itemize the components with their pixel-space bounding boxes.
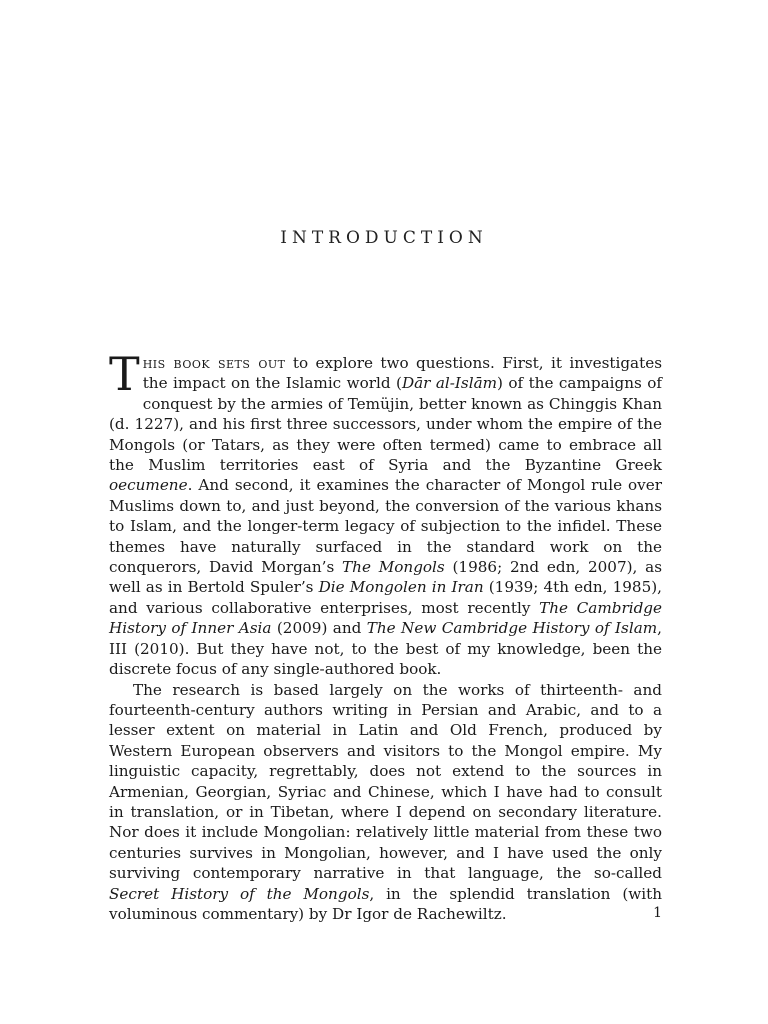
book-title: The Mongols <box>342 558 445 577</box>
text-run: (2009) and <box>271 619 367 638</box>
text-run: (1939; 4th edn, 1985), and various collaborative enterprises, most recently <box>109 578 662 617</box>
book-title: Secret History of the Mongols <box>109 884 370 903</box>
book-title: The Cambridge History of Inner Asia <box>109 598 662 638</box>
drop-cap: T <box>109 347 140 401</box>
text-run: , III (2010). But they have not, to the best of my knowledge, been the discrete focus of any single-authored book. <box>109 619 662 679</box>
text-run: , in the splendid translation (with voluminous commentary) by Dr Igor de Rachewiltz. <box>109 884 662 923</box>
italic-term: Dār al-Islām <box>401 374 498 393</box>
text-run: ) of the campaigns of conquest by the armies of Temüjin, better known as Chinggis Khan (d. 1227), and his first three successors, under whom the empire of the Mongols (or Tatars, as they were often termed) came to embrace all the Muslim territories east of Syria and the Byzantine Greek <box>109 374 662 475</box>
text-run: to explore two questions. First, it investigates the impact on the Islamic world ( <box>142 354 662 393</box>
text-run: . And second, it examines the character of Mongol rule over Muslims down to, and just beyond, the conversion of the various khans to Islam, and the longer-term legacy of subjection to the infidel. These themes have naturally surfaced in the standard work on the conquerors, David Morgan’s <box>109 476 662 577</box>
text-run: The research is based largely on the works of thirteenth- and fourteenth-century authors writing in Persian and Arabic, and to a lesser extent on material in Latin and Old French, produced by Western European observers and visitors to the Mongol empire. My linguistic capacity, regrettably, does not extend to the sources in Armenian, Georgian, Syriac and Chinese, which I have had to consult in translation, or in Tibetan, where I depend on secondary literature. Nor does it include Mongolian: relatively little material from these two centuries survives in Mongolian, however, and I have used the only surviving contemporary narrative in that language, the so-called <box>109 680 662 883</box>
italic-term: oecumene <box>109 476 188 495</box>
lead-small-caps: his book sets out <box>142 354 286 372</box>
body-text <box>109 347 662 924</box>
paragraph-1 <box>109 347 662 680</box>
book-title: Die Mongolen in Iran <box>318 578 484 597</box>
text-run: (1986; 2nd edn, 2007), as well as in Bertold Spuler’s <box>109 558 662 597</box>
chapter-title: INTRODUCTION <box>280 228 488 248</box>
page-number: 1 <box>653 905 662 921</box>
book-title: The New Cambridge History of Islam <box>366 619 658 638</box>
paragraph-2 <box>109 680 662 925</box>
